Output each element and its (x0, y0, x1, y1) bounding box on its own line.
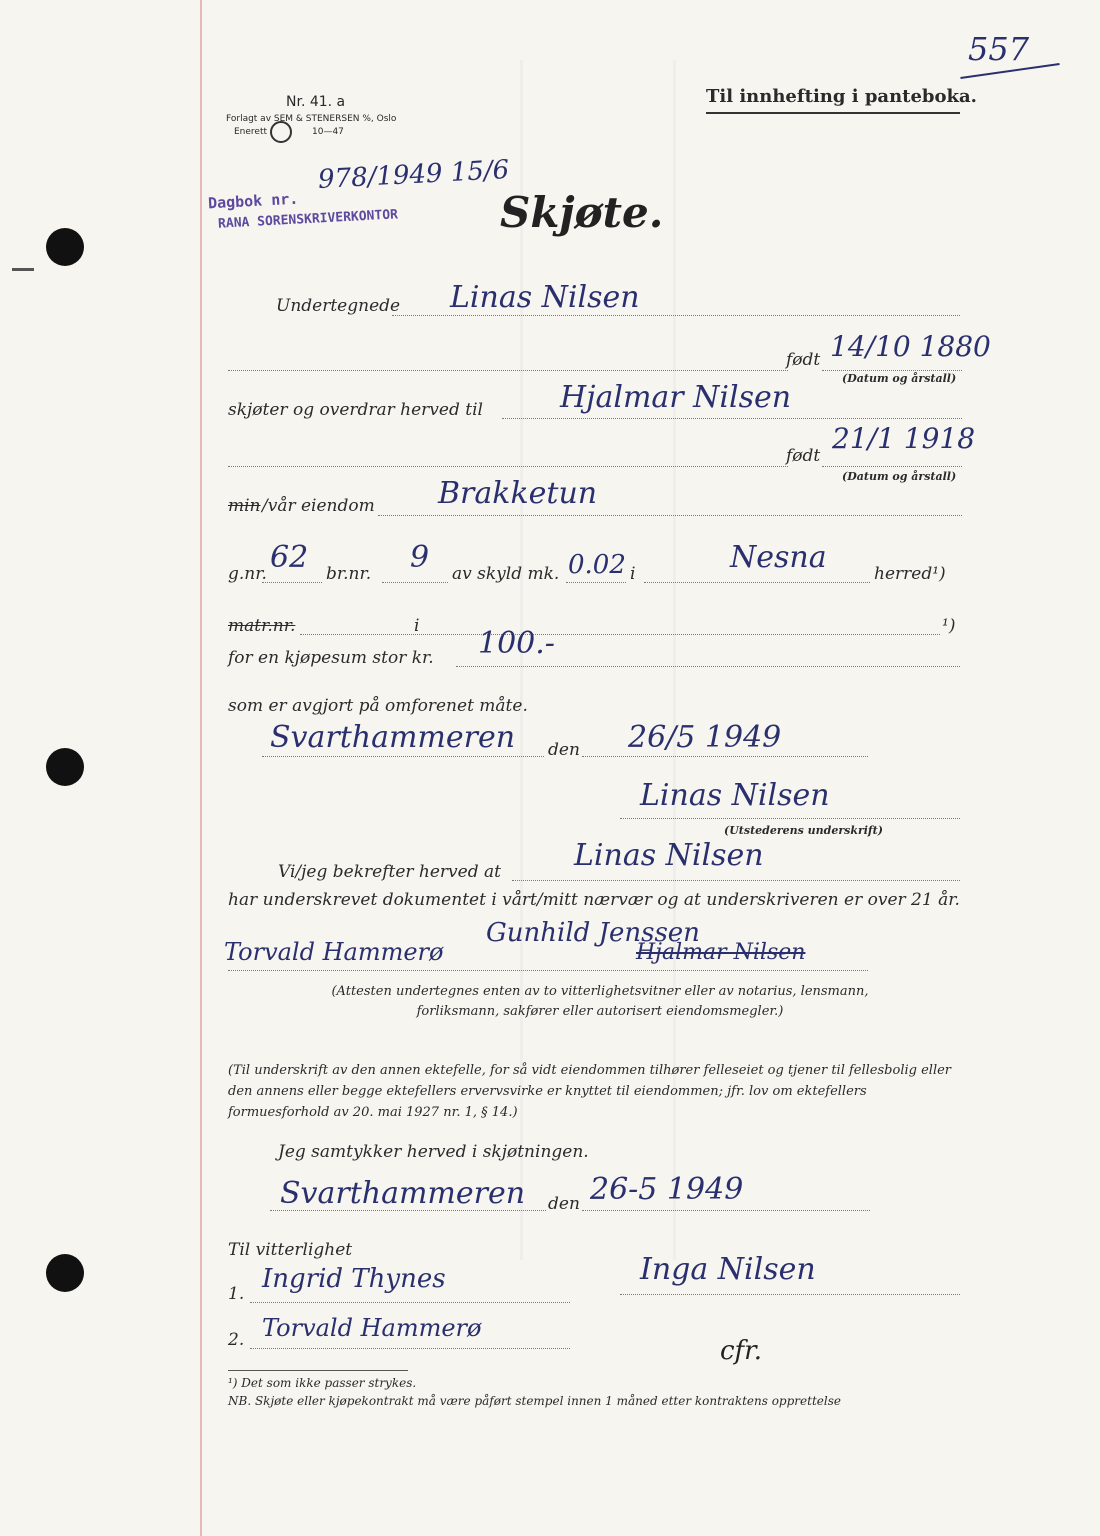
dotted-rule (378, 515, 962, 516)
kjopesum-value: 100.- (478, 626, 555, 661)
bekrefter-value: Linas Nilsen (574, 838, 764, 873)
punch-hole (46, 748, 84, 786)
fodt-value-2: 21/1 1918 (832, 422, 976, 455)
spouse-signature: Inga Nilsen (640, 1252, 816, 1287)
binding-mark (12, 268, 34, 271)
form-number: Nr. 41. a (286, 94, 346, 110)
witness-1-num: 1. (228, 1284, 245, 1304)
footnote-2: NB. Skjøte eller kjøpekontrakt må være påført stempel innen 1 måned etter kontraktens opprettelse (228, 1394, 841, 1408)
top-right-label: Til innhefting i panteboka. (706, 86, 977, 107)
witness-a: Torvald Hammerø (224, 938, 444, 966)
dotted-rule (582, 756, 868, 757)
den-label-2: den (548, 1194, 580, 1214)
punch-hole (46, 228, 84, 266)
matr-end: ¹) (942, 616, 956, 636)
dotted-rule (270, 1210, 546, 1211)
herred-label: herred¹) (874, 564, 946, 584)
initials: cfr. (720, 1336, 763, 1366)
top-right-underline (706, 112, 960, 114)
publisher-line: Forlagt av SEM & STENERSEN %, Oslo (226, 114, 397, 124)
stamp-office: RANA SORENSKRIVERKONTOR (217, 207, 399, 232)
skjoter-value: Hjalmar Nilsen (560, 380, 792, 415)
skyld-label: av skyld mk. (452, 564, 560, 584)
utsteder-label: (Utstederens underskrift) (724, 824, 883, 837)
dotted-rule (262, 756, 544, 757)
fodt-value: 14/10 1880 (830, 330, 991, 363)
skjoter-label: skjøter og overdrar herved til (228, 400, 483, 420)
date-2: 26-5 1949 (590, 1172, 744, 1207)
place-1: Svarthammeren (270, 720, 516, 755)
dotted-rule (620, 1294, 960, 1295)
gnr-value: 62 (270, 540, 309, 575)
publisher-logo (270, 121, 292, 143)
samtykker-label: Jeg samtykker herved i skjøtningen. (278, 1142, 589, 1162)
eiendom-label: /vår eiendom (262, 496, 375, 516)
kjopesum-label: for en kjøpesum stor kr. (228, 648, 434, 668)
dotted-rule (822, 370, 962, 371)
witness-2-num: 2. (228, 1330, 245, 1350)
datum-label: (Datum og årstall) (842, 470, 957, 483)
witness-b: Gunhild Jenssen (486, 918, 700, 948)
eiendom-value: Brakketun (438, 476, 598, 511)
punch-hole (46, 1254, 84, 1292)
dotted-rule (382, 582, 448, 583)
eiendom-prefix-struck: min (228, 496, 261, 516)
witness-2-value: Torvald Hammerø (262, 1314, 482, 1342)
document-title: Skjøte. (500, 188, 664, 237)
spouse-note: (Til underskrift av den annen ektefelle, for så vidt eiendommen tilhører felleseiet og tjener til fellesbolig eller den annens eller begge ektefellers ervervsvirke er knyttet til eiendommen; jfr. lov om ektefellers formuesforhold av 20. mai 1927 nr. 1, § 14.) (228, 1063, 952, 1120)
fodt-label: født (786, 446, 821, 466)
dotted-rule (456, 666, 960, 667)
dotted-rule (502, 418, 962, 419)
page-number: 557 (968, 30, 1030, 68)
bekrefter-label: Vi/jeg bekrefter herved at (278, 862, 501, 882)
dotted-rule (228, 970, 868, 971)
witness-1-value: Ingrid Thynes (262, 1264, 446, 1294)
margin-line (200, 0, 202, 1536)
dotted-rule (300, 634, 940, 635)
dotted-rule (250, 1348, 570, 1349)
skyld-value: 0.02 (568, 550, 626, 580)
undertegnede-label: Undertegnede (276, 296, 401, 316)
dotted-rule (582, 1210, 870, 1211)
place-2: Svarthammeren (280, 1176, 526, 1211)
brnr-value: 9 (410, 540, 430, 575)
dotted-rule (620, 818, 960, 819)
datum-label: (Datum og årstall) (842, 372, 957, 385)
stamp-dagbok-number: 978/1949 15/6 (317, 155, 510, 195)
dotted-rule (512, 880, 960, 881)
vitterlighet-label: Til vitterlighet (228, 1240, 353, 1260)
avgjort-label: som er avgjort på omforenet måte. (228, 696, 528, 716)
undertegnede-value: Linas Nilsen (450, 280, 640, 315)
dotted-rule (228, 370, 788, 371)
date-1: 26/5 1949 (628, 720, 782, 755)
footnote-rule (228, 1370, 408, 1371)
attest-note: (Attesten undertegnes enten av to vitterlighetsvitner eller av notarius, lensmann, forliksmann, sakfører eller autorisert eiendomsmegler.) (331, 984, 869, 1019)
signature-1: Linas Nilsen (640, 778, 830, 813)
dotted-rule (822, 466, 962, 467)
fodt-label: født (786, 350, 821, 370)
publisher-code: 10—47 (312, 127, 344, 137)
footnote-1: ¹) Det som ikke passer strykes. (228, 1376, 417, 1390)
dotted-rule (262, 582, 322, 583)
underskrevet-text: har underskrevet dokumentet i vårt/mitt nærvær og at underskriveren er over 21 år. (228, 890, 960, 910)
matr-i: i (414, 616, 420, 636)
stamp-dagbok-label: Dagbok nr. (207, 189, 299, 213)
brnr-label: br.nr. (326, 564, 372, 584)
herred-value: Nesna (730, 540, 827, 575)
dotted-rule (566, 582, 626, 583)
matr-struck: matr.nr. (228, 616, 296, 636)
gnr-label: g.nr. (228, 564, 267, 584)
dotted-rule (392, 315, 960, 316)
dotted-rule (250, 1302, 570, 1303)
publisher-enerett: Enerett (234, 127, 268, 137)
dotted-rule (644, 582, 870, 583)
dotted-rule (228, 466, 788, 467)
i-label: i (630, 564, 636, 584)
witness-struck: Hjalmar Nilsen (636, 940, 806, 965)
den-label: den (548, 740, 580, 760)
